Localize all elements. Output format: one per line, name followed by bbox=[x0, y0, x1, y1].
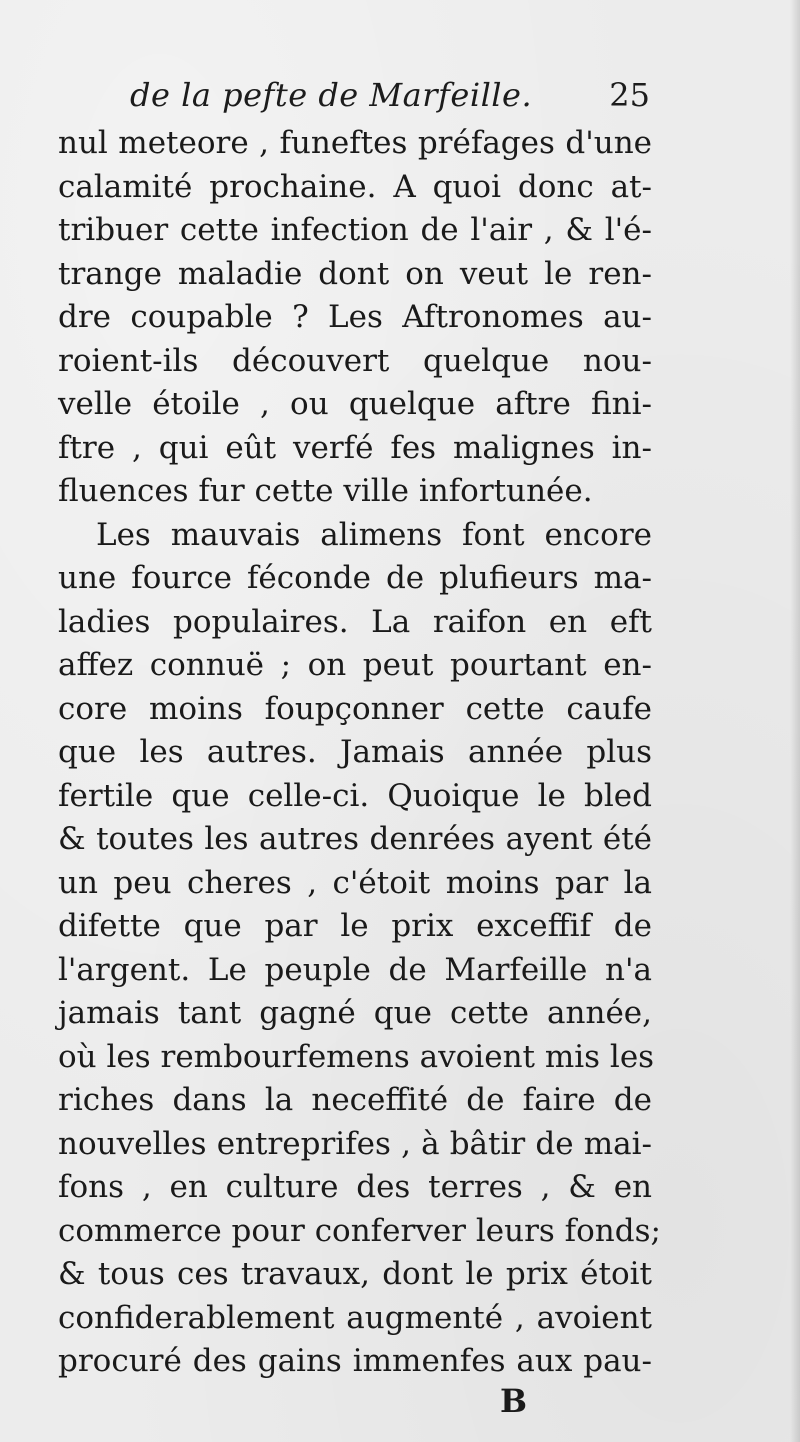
page-edge-shadow bbox=[790, 0, 800, 1442]
text-line: velle étoile , ou quelque aftre fini- bbox=[58, 386, 652, 422]
text-line: & toutes les autres denrées ayent été bbox=[58, 821, 652, 857]
paragraph-first-line: Les mauvais alimens font encore bbox=[96, 516, 652, 553]
text-line: ladies populaires. La raifon en eft bbox=[58, 603, 652, 640]
text-line: un peu cheres , c'étoit moins par la bbox=[58, 864, 652, 901]
text-line: & tous ces travaux, dont le prix étoit bbox=[58, 1256, 652, 1292]
text-line: difette que par le prix exceffif de bbox=[58, 908, 652, 944]
text-line: calamité prochaine. A quoi donc at- bbox=[58, 168, 652, 205]
text-line: ftre , qui eût verfé fes malignes in- bbox=[58, 429, 652, 466]
text-line: l'argent. Le peuple de Marfeille n'a bbox=[58, 951, 652, 988]
page-header bbox=[130, 76, 650, 120]
text-line: jamais tant gagné que cette année, bbox=[58, 995, 652, 1031]
text-line: commerce pour conferver leurs fonds; bbox=[58, 1212, 661, 1249]
body-text bbox=[58, 122, 661, 1384]
text-line: procuré des gains immenfes aux pau- bbox=[58, 1343, 652, 1379]
text-line: une fource féconde de plufieurs ma- bbox=[58, 560, 652, 596]
text-line: fluences fur cette ville infortunée. bbox=[58, 473, 593, 509]
text-line: où les rembourfemens avoient mis les bbox=[58, 1038, 655, 1075]
text-line: dre coupable ? Les Aftronomes au- bbox=[58, 299, 652, 335]
signature-mark: B bbox=[500, 1382, 528, 1420]
text-line: roient-ils découvert quelque nou- bbox=[58, 342, 652, 379]
text-line: fons , en culture des terres , & en bbox=[58, 1169, 652, 1205]
text-line: trange maladie dont on veut le ren- bbox=[58, 255, 652, 292]
text-line: que les autres. Jamais année plus bbox=[58, 734, 652, 770]
text-line: riches dans la neceffité de faire de bbox=[58, 1082, 652, 1118]
text-line: core moins foupçonner cette caufe bbox=[58, 690, 652, 727]
text-line: tribuer cette infection de l'air , & l'é- bbox=[58, 212, 652, 248]
running-title: de la pefte de Marfeille. bbox=[130, 76, 533, 114]
text-line: confiderablement augmenté , avoient bbox=[58, 1299, 652, 1336]
text-line: fertile que celle-ci. Quoique le bled bbox=[58, 777, 652, 814]
text-line: nouvelles entreprifes , à bâtir de mai- bbox=[58, 1125, 652, 1162]
page-number: 25 bbox=[609, 76, 650, 114]
text-line: affez connuë ; on peut pourtant en- bbox=[58, 647, 652, 683]
text-line: nul meteore , funeftes préfages d'une bbox=[58, 125, 652, 161]
